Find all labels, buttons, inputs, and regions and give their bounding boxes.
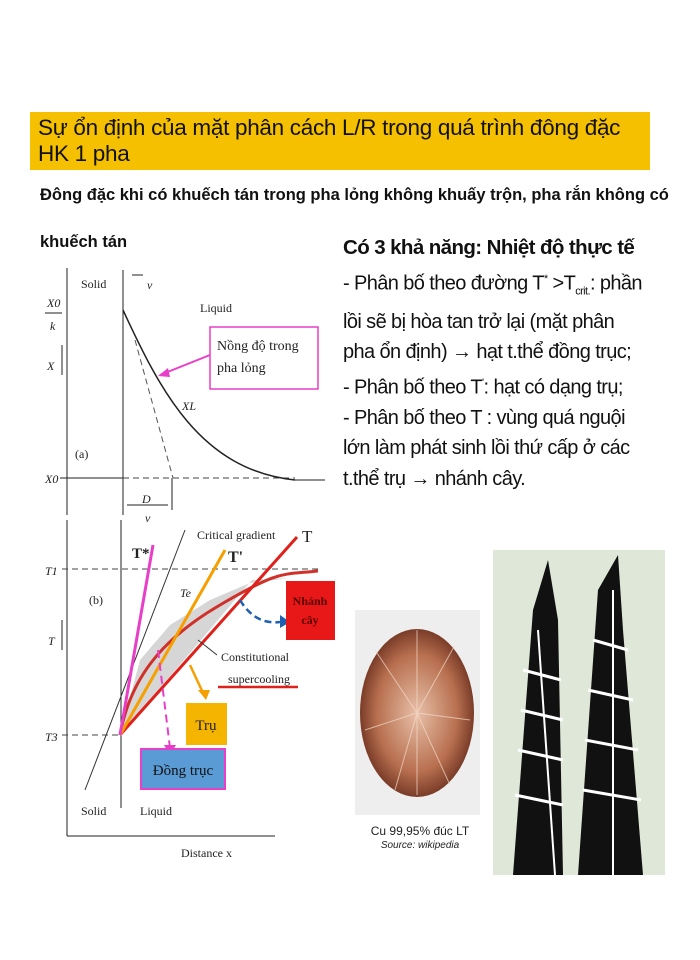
text-line: lớn làm phát sinh lồi thứ cấp ở các bbox=[343, 437, 630, 460]
diagram-b bbox=[45, 520, 335, 860]
svg-text:cây: cây bbox=[301, 613, 319, 627]
text-line: - Phân bố theo T : vùng quá nguội bbox=[343, 406, 625, 429]
svg-text:Solid: Solid bbox=[81, 804, 107, 818]
svg-text:D: D bbox=[142, 492, 151, 506]
copper-ingot-photo bbox=[355, 610, 480, 815]
svg-text:T: T bbox=[48, 634, 55, 648]
svg-text:(a): (a) bbox=[75, 447, 89, 461]
right-heading: Có 3 khả năng: Nhiệt độ thực tế bbox=[343, 236, 635, 259]
svg-text:Nồng độ trong: Nồng độ trong bbox=[217, 339, 299, 354]
svg-text:Critical gradient: Critical gradient bbox=[197, 528, 276, 542]
text-line: - Phân bố theo T': hạt có dạng trụ; bbox=[343, 376, 623, 399]
svg-text:T*: T* bbox=[132, 546, 150, 562]
svg-text:v: v bbox=[147, 278, 153, 292]
dendrite-micrograph bbox=[493, 550, 665, 875]
subtitle-line-1: Đông đặc khi có khuếch tán trong pha lỏng không khuấy trộn, pha rắn không có bbox=[40, 186, 669, 204]
text-line: pha ổn định) → hạt t.thể đồng trục; bbox=[343, 341, 632, 364]
svg-text:Liquid: Liquid bbox=[140, 804, 172, 818]
svg-text:Liquid: Liquid bbox=[200, 301, 232, 315]
svg-text:k: k bbox=[50, 319, 56, 333]
svg-text:Đồng trục: Đồng trục bbox=[152, 763, 214, 779]
svg-text:Te: Te bbox=[180, 586, 191, 600]
svg-text:T: T bbox=[302, 527, 313, 546]
text-line: t.thể trụ → nhánh cây. bbox=[343, 467, 526, 490]
svg-text:pha lỏng: pha lỏng bbox=[217, 361, 266, 376]
svg-text:T': T' bbox=[228, 549, 244, 566]
text-line: lồi sẽ bị hòa tan trở lại (mặt phân bbox=[343, 310, 615, 333]
svg-text:supercooling: supercooling bbox=[228, 672, 290, 686]
svg-text:Nhánh: Nhánh bbox=[292, 594, 328, 608]
svg-text:X: X bbox=[47, 359, 55, 373]
right-text bbox=[343, 233, 673, 494]
svg-text:X0: X0 bbox=[45, 472, 59, 486]
photo-caption: Cu 99,95% đúc LT bbox=[370, 824, 470, 838]
diagram-a bbox=[44, 268, 325, 525]
subtitle-line-2: khuếch tán bbox=[40, 233, 128, 251]
dendrite-box bbox=[286, 581, 335, 640]
svg-text:XL: XL bbox=[182, 399, 197, 413]
svg-text:T3: T3 bbox=[45, 730, 58, 744]
svg-text:Constitutional: Constitutional bbox=[221, 650, 290, 664]
svg-text:T1: T1 bbox=[45, 564, 58, 578]
slide-title: Sự ổn định của mặt phân cách L/R trong quá trình đông đặc HK 1 pha bbox=[38, 115, 621, 166]
svg-text:Distance x: Distance x bbox=[181, 846, 232, 860]
svg-text:Trụ: Trụ bbox=[195, 718, 217, 734]
text-line: - Phân bố theo đường $T^* >T_{crit.}$: phần bbox=[343, 272, 642, 298]
svg-text:v: v bbox=[145, 511, 151, 525]
svg-text:X0: X0 bbox=[47, 296, 61, 310]
photo-source: Source: wikipedia bbox=[380, 840, 460, 851]
svg-text:(b): (b) bbox=[89, 593, 103, 607]
diagram bbox=[0, 0, 345, 880]
svg-text:Solid: Solid bbox=[81, 277, 107, 291]
